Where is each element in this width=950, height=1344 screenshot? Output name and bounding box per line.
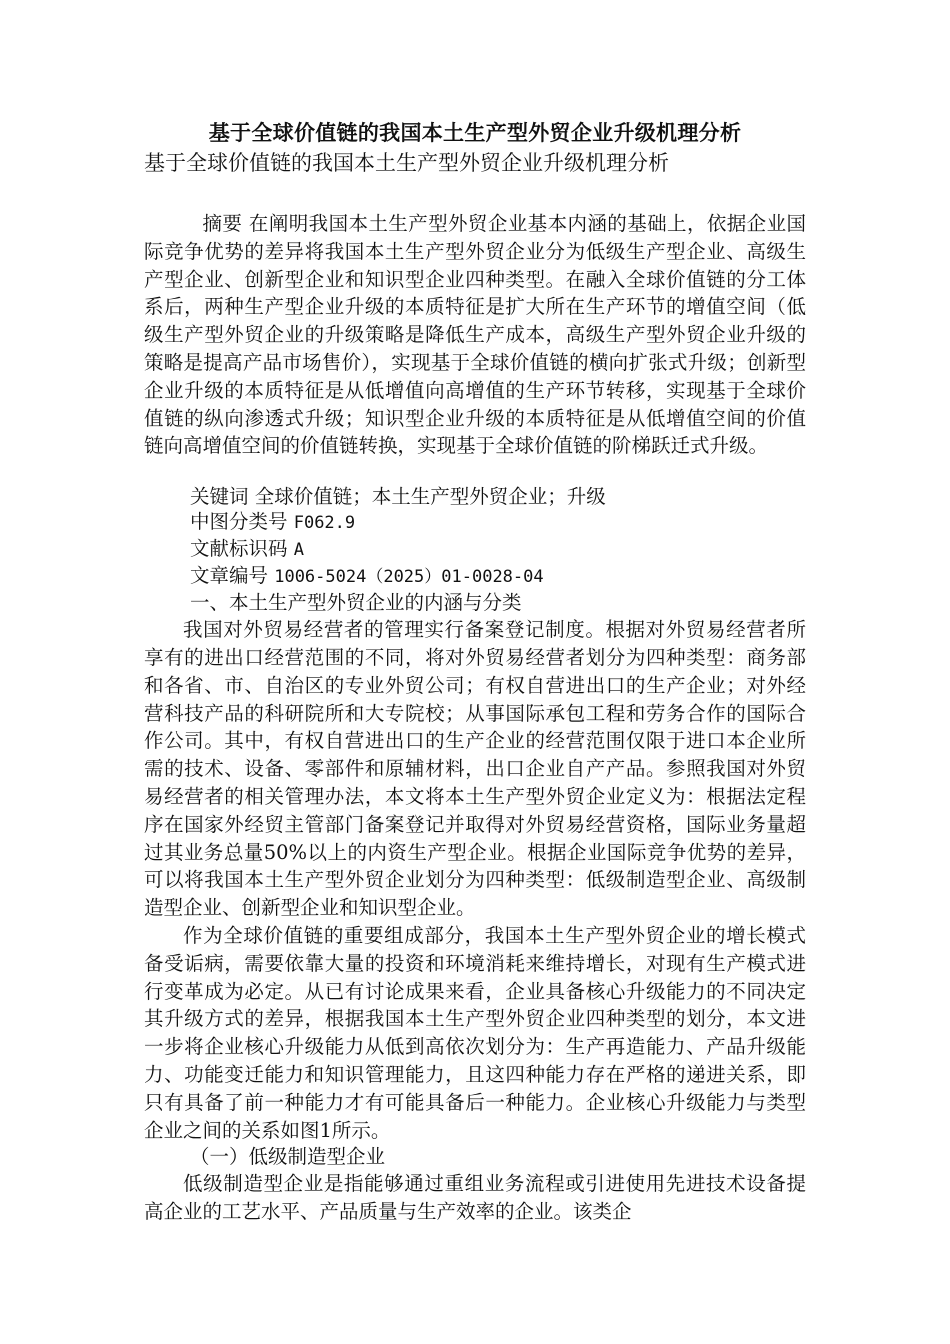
spacer [144,178,806,210]
document-title: 基于全球价值链的我国本土生产型外贸企业升级机理分析 [208,120,742,145]
keywords-line [144,484,806,509]
clc-value: F062.9 [293,513,356,534]
document-page [144,118,806,1226]
doc-code-line [144,536,806,563]
section-heading: 一、本土生产型外贸企业的内涵与分类 [190,591,522,615]
keywords-value: 全球价值链；本土生产型外贸企业；升级 [254,485,606,509]
doc-code-label: 文献标识码 [190,537,288,561]
body-paragraph-2: 作为全球价值链的重要组成部分，我国本土生产型外贸企业的增长模式备受诟病，需要依靠大量的投资和环境消耗来维持增长，对现有生产模式进行变革成为必定。从已有讨论成果来看，企业具备核心升级能力的不同决定其升级方式的差异，根据我国本土生产型外贸企业四种类型的划分，本文进一步将企业核心升级能力从低到高依次划分为：生产再造能力、产品升级能力、功能变迁能力和知识管理能力，且这四种能力存在严格的递进关系，即只有具备了前一种能力才有可能具备后一种能力。企业核心升级能力与类型企业之间的关系如图1所示。 [144,923,806,1142]
document-subtitle: 基于全球价值链的我国本土生产型外贸企业升级机理分析 [144,151,669,175]
article-number-label: 文章编号 [190,564,269,588]
subsection-heading: （一）低级制造型企业 [190,1145,386,1169]
clc-line [144,509,806,536]
body-paragraph-3: 低级制造型企业是指能够通过重组业务流程或引进使用先进技术设备提高企业的工艺水平、产品质量与生产效率的企业。该类企 [144,1172,806,1224]
clc-label: 中图分类号 [190,510,288,534]
article-number-line [144,563,806,590]
article-number-value: 1006-5024（2025）01-0028-04 [274,567,544,588]
doc-code-value: A [293,540,304,561]
body-paragraph-1: 我国对外贸易经营者的管理实行备案登记制度。根据对外贸易经营者所享有的进出口经营范围的不同，将对外贸易经营者划分为四种类型：商务部和各省、市、自治区的专业外贸公司；有权自营进出口的生产企业；对外经营科技产品的科研院所和大专院校；从事国际承包工程和劳务合作的国际合作公司。其中，有权自营进出口的生产企业的经营范围仅限于进口本企业所需的技术、设备、零部件和原辅材料，出口企业自产产品。参照我国对外贸易经营者的相关管理办法，本文将本土生产型外贸企业定义为：根据法定程序在国家外经贸主管部门备案登记并取得对外贸易经营资格，国际业务量超过其业务总量50%以上的内资生产型企业。根据企业国际竞争优势的差异，可以将我国本土生产型外贸企业划分为四种类型：低级制造型企业、高级制造型企业、创新型企业和知识型企业。 [144,618,806,920]
spacer [144,460,806,484]
keywords-label: 关键词 [190,485,249,509]
abstract-paragraph: 摘要 在阐明我国本土生产型外贸企业基本内涵的基础上，依据企业国际竞争优势的差异将我国本土生产型外贸企业分为低级生产型企业、高级生产型企业、创新型企业和知识型企业四种类型。在融入全球价值链的分工体系后，两种生产型企业升级的本质特征是扩大所在生产环节的增值空间（低级生产型外贸企业的升级策略是降低生产成本，高级生产型外贸企业升级的策略是提高产品市场售价），实现基于全球价值链的横向扩张式升级；创新型企业升级的本质特征是从低增值向高增值的生产环节转移，实现基于全球价值链的纵向渗透式升级；知识型企业升级的本质特征是从低增值空间的价值链向高增值空间的价值链转换，实现基于全球价值链的阶梯跃迁式升级。 [144,212,806,458]
